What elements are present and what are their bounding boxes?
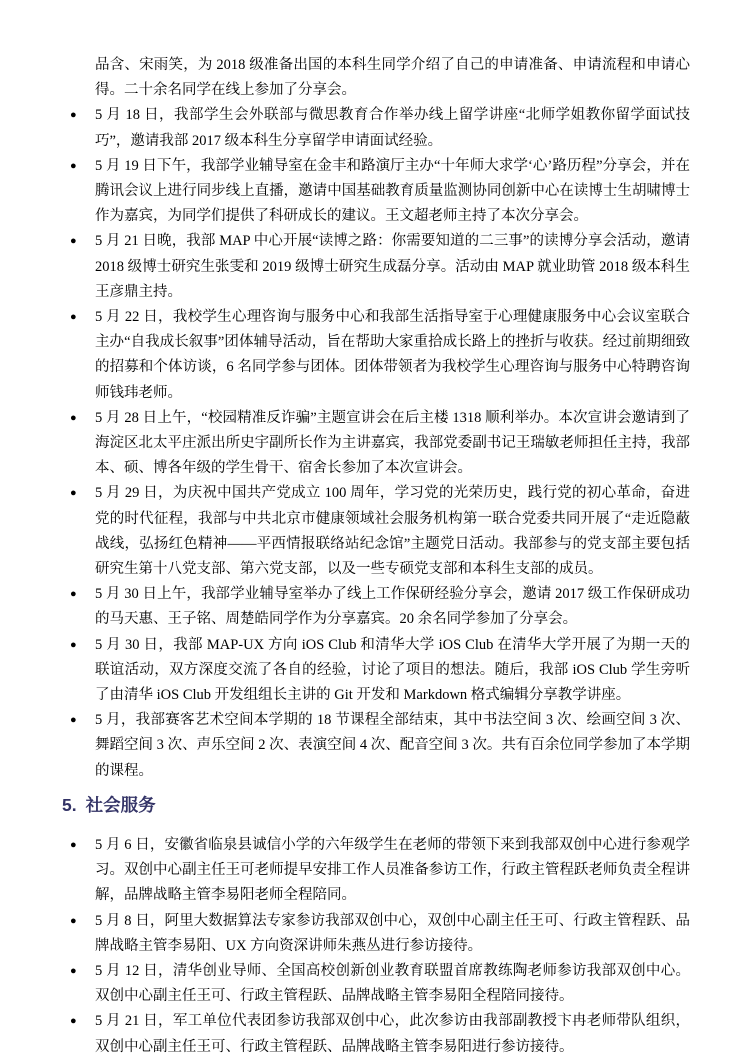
list-item (70, 406, 690, 482)
bullet-icon: ● (70, 1015, 77, 1028)
list-item-text: 5 月 19 日下午，我部学业辅导室在金丰和路演厅主办“十年师大求学‘心’路历程”分享会，并在腾讯会议上进行同步线上直播，邀请中国基础教育质量监测协同创新中心在读博士生胡啸博士作为嘉宾，为同学们提供了科研成长的建议。王文超老师主持了本次分享会。 (95, 157, 690, 225)
student-activities-list (70, 103, 690, 783)
list-item (70, 959, 690, 1009)
bullet-icon: ● (70, 964, 77, 977)
list-item (70, 833, 690, 909)
bullet-icon: ● (70, 159, 77, 172)
list-item-text: 5 月 6 日，安徽省临泉县诚信小学的六年级学生在老师的带领下来到我部双创中心进行参观学习。双创中心副主任王可老师提早安排工作人员准备参访工作，行政主管程跃老师负责全程讲解，品牌战略主管李易阳老师全程陪同。 (95, 836, 690, 904)
list-item-text: 5 月 12 日，清华创业导师、全国高校创新创业教育联盟首席教练陶老师参访我部双创中心。双创中心副主任王可、行政主管程跃、品牌战略主管李易阳全程陪同接待。 (95, 962, 690, 1005)
bullet-icon: ● (70, 109, 77, 122)
bullet-icon: ● (70, 588, 77, 601)
list-item (70, 305, 690, 406)
section-number: 5. (62, 794, 77, 815)
list-item (70, 633, 690, 709)
list-item (70, 909, 690, 959)
bullet-icon: ● (70, 914, 77, 927)
list-item-text: 5 月 30 日上午，我部学业辅导室举办了线上工作保研经验分享会，邀请 2017 级工作保研成功的马天惠、王子铭、周楚皓同学作为分享嘉宾。20 余名同学参加了分享会。 (95, 586, 690, 628)
section-heading (62, 793, 690, 817)
bullet-icon: ● (70, 487, 77, 500)
list-item (70, 708, 690, 784)
continuation-paragraph: 品含、宋雨笑，为 2018 级准备出国的本科生同学介绍了自己的申请准备、申请流程和申请心得。二十余名同学在线上参加了分享会。 (95, 57, 690, 99)
list-item (70, 582, 690, 632)
list-item (70, 103, 690, 153)
bullet-icon: ● (70, 411, 77, 424)
list-item-text: 5 月 29 日，为庆祝中国共产党成立 100 周年，学习党的光荣历史，践行党的初心革命，奋进党的时代征程，我部与中共北京市健康领域社会服务机构第一联合党委共同开展了“走近隐蔽战线，弘扬红色精神——平西情报联络站纪念馆”主题党日活动。我部参与的党支部主要包括研究生第十八党支部、第六党支部，以及一些专硕党支部和本科生支部的成员。 (95, 485, 690, 578)
bullet-icon: ● (70, 838, 77, 851)
bullet-icon: ● (70, 714, 77, 727)
list-item-text: 5 月 30 日，我部 MAP-UX 方向 iOS Club 和清华大学 iOS Club 在清华大学开展了为期一天的联谊活动，双方深度交流了各自的经验，讨论了项目的想法。随后，我部 iOS Club 学生旁听了由清华 iOS Club 开发组组长主讲的 Git 开发和 Markdown 格式编辑分享教学讲座。 (95, 636, 690, 704)
list-item (70, 481, 690, 582)
list-item-text: 5 月 22 日，我校学生心理咨询与服务中心和我部生活指导室于心理健康服务中心会议室联合主办“自我成长叙事”团体辅导活动，旨在帮助大家重拾成长路上的挫折与收获。经过前期细致的招募和个体访谈，6 名同学参与团体。团体带领者为我校学生心理咨询与服务中心特聘咨询师钱玮老师。 (95, 309, 690, 401)
list-item-text: 5 月 8 日，阿里大数据算法专家参访我部双创中心，双创中心副主任王可、行政主管程跃、品牌战略主管李易阳、UX 方向资深讲师朱燕丛进行参访接待。 (95, 912, 690, 954)
bullet-icon: ● (70, 311, 77, 324)
list-item-text: 5 月 28 日上午，“校园精准反诈骗”主题宣讲会在后主楼 1318 顺利举办。本次宣讲会邀请到了海淀区北太平庄派出所史宇副所长作为主讲嘉宾，我部党委副书记王瑞敏老师担任主持，我部本、硕、博各年级的学生骨干、宿舍长参加了本次宣讲会。 (95, 409, 690, 477)
section-title: 社会服务 (85, 794, 156, 815)
list-item (70, 229, 690, 305)
list-item (70, 1009, 690, 1059)
social-service-list (70, 833, 690, 1060)
list-item-text: 5 月 21 日，军工单位代表团参访我部双创中心，此次参访由我部副教授卞冉老师带队组织，双创中心副主任王可、行政主管程跃、品牌战略主管李易阳进行参访接待。 (95, 1013, 690, 1055)
bullet-icon: ● (70, 235, 77, 248)
list-item-text: 5 月 21 日晚，我部 MAP 中心开展“读博之路：你需要知道的二三事”的读博分享会活动，邀请 2018 级博士研究生张雯和 2019 级博士研究生成磊分享。活动由 MAP 就业助管 2018 级本科生王彦鼎主持。 (95, 233, 690, 300)
list-item (70, 154, 690, 230)
list-item-text: 5 月 18 日，我部学生会外联部与微思教育合作举办线上留学讲座“北师学姐教你留学面试技巧”，邀请我部 2017 级本科生分享留学申请面试经验。 (95, 107, 690, 149)
bullet-icon: ● (70, 638, 77, 651)
list-item-text: 5 月，我部赛客艺术空间本学期的 18 节课程全部结束，其中书法空间 3 次、绘画空间 3 次、舞蹈空间 3 次、声乐空间 2 次、表演空间 4 次、配音空间 3 次。共有百余位同学参加了本学期的课程。 (95, 712, 690, 779)
